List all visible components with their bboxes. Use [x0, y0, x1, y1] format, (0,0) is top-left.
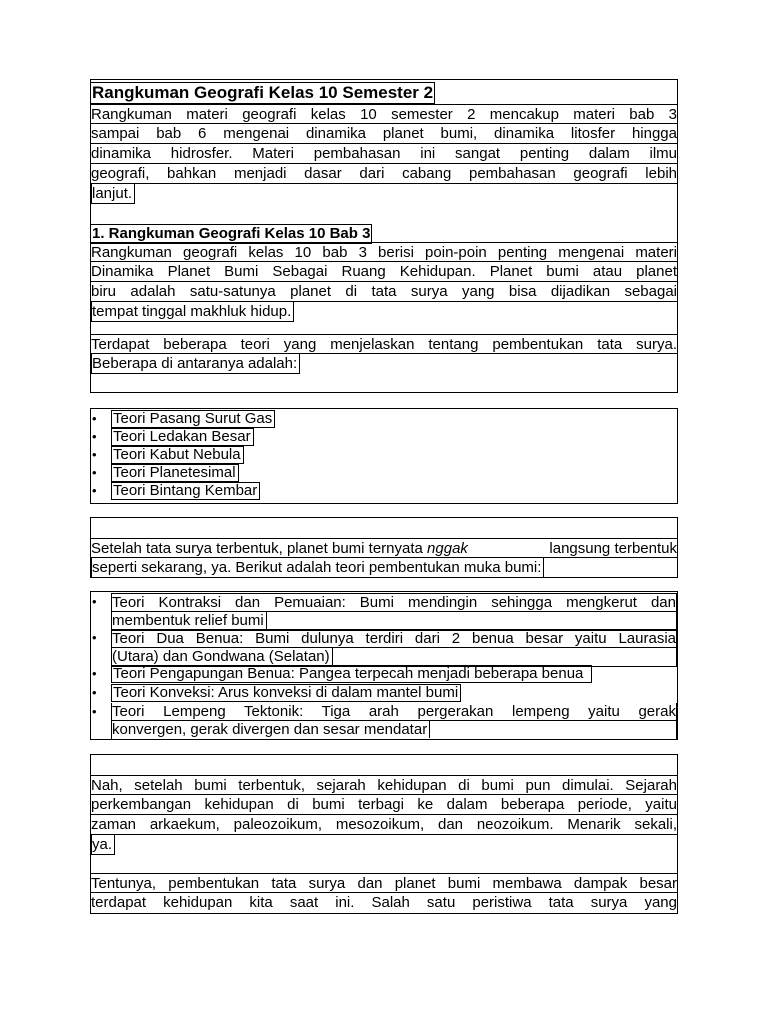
earth-intro-line: seperti sekarang, ya. Berikut adalah teori pembentukan muka bumi:: [91, 558, 677, 578]
earth-theories-block: [90, 591, 678, 740]
section1-line: Dinamika Planet Bumi Sebagai Ruang Kehidupan. Planet bumi atau planet: [91, 263, 677, 280]
earth-intro-block: [90, 517, 678, 578]
bullet-icon: •: [92, 483, 97, 498]
bullet-icon: •: [92, 704, 97, 719]
list-item: • Teori Konveksi: Arus konveksi di dalam mantel bumi: [91, 684, 677, 703]
impact-line: terdapat kehidupan kita saat ini. Salah satu peristiwa tata surya yang: [91, 894, 677, 911]
bullet-icon: •: [92, 594, 97, 609]
bullet-icon: •: [92, 666, 97, 681]
list-item: • Teori Pasang Surut Gas: [91, 410, 677, 428]
bullet-icon: •: [92, 630, 97, 645]
intro-line: geografi, bahkan menjadi dasar dari cabang pembahasan geografi lebih: [91, 165, 677, 182]
list-item: • Teori Lempeng Tektonik: Tiga arah pergerakan lempeng yaitu gerak konvergen, gerak divergen dan sesar mendatar: [92, 703, 676, 738]
list-item: • Teori Planetesimal: [91, 464, 677, 482]
section1-line: Rangkuman geografi kelas 10 bab 3 berisi poin-poin penting mengenai materi: [91, 244, 677, 261]
life-line: Nah, setelah bumi terbentuk, sejarah kehidupan di bumi pun dimulai. Sejarah: [91, 777, 677, 794]
theory-intro-line: Beberapa di antaranya adalah:: [91, 354, 677, 374]
earth-intro-paragraph: [91, 538, 677, 578]
list-item: • Teori Kontraksi dan Pemuaian: Bumi mendingin sehingga mengkerut dan membentuk relief bumi: [92, 594, 676, 629]
list-item: • Teori Bintang Kembar: [91, 482, 677, 500]
bullet-icon: •: [92, 429, 97, 444]
list-item: • Teori Pengapungan Benua: Pangea terpecah menjadi beberapa benua: [91, 665, 677, 684]
earth-intro-line: Setelah tata surya terbentuk, planet bumi ternyata nggak langsung terbentuk: [91, 540, 677, 557]
list-item: • Teori Dua Benua: Bumi dulunya terdiri dari 2 benua besar yaitu Laurasia (Utara) dan Gondwana (Selatan): [92, 630, 676, 665]
intro-line: Rangkuman materi geografi kelas 10 semester 2 mencakup materi bab 3: [91, 106, 677, 123]
intro-line: sampai bab 6 mengenai dinamika planet bumi, dinamika litosfer hingga: [91, 125, 677, 142]
list-item: • Teori Kabut Nebula: [91, 446, 677, 464]
life-line: zaman arkaekum, paleozoikum, mesozoikum, dan neozoikum. Menarik sekali,: [91, 816, 677, 833]
theory-intro-paragraph: [91, 334, 677, 374]
bullet-icon: •: [92, 685, 97, 700]
theory-intro-line: Terdapat beberapa teori yang menjelaskan tentang pembentukan tata surya.: [91, 336, 677, 353]
impact-line: Tentunya, pembentukan tata surya dan planet bumi membawa dampak besar: [91, 875, 677, 892]
section-heading: 1. Rangkuman Geografi Kelas 10 Bab 3: [92, 225, 371, 242]
intro-paragraph: [91, 104, 677, 204]
list-item: • Teori Ledakan Besar: [91, 428, 677, 446]
section1-line: tempat tinggal makhluk hidup.: [91, 302, 677, 322]
section1-line: biru adalah satu-satunya planet di tata surya yang bisa dijadikan sebagai: [91, 283, 677, 300]
impact-paragraph: [91, 873, 677, 913]
bullet-icon: •: [92, 465, 97, 480]
life-paragraph: [91, 775, 677, 855]
intro-line: dinamika hidrosfer. Materi pembahasan ini sangat penting dalam ilmu: [91, 145, 677, 162]
section-block-intro: [90, 79, 678, 393]
life-line: perkembangan kehidupan di bumi terbagi ke dalam beberapa periode, yaitu: [91, 796, 677, 813]
earth-theories-list: [91, 593, 677, 739]
life-line: ya.: [91, 835, 677, 855]
life-history-block: [90, 754, 678, 914]
intro-line: lanjut.: [91, 184, 677, 204]
bullet-icon: •: [92, 411, 97, 426]
bullet-icon: •: [92, 447, 97, 462]
section1-paragraph: [91, 242, 677, 322]
solar-theories-block: [90, 408, 678, 504]
page-title: Rangkuman Geografi Kelas 10 Semester 2: [92, 83, 434, 102]
solar-theories-list: [91, 410, 677, 500]
